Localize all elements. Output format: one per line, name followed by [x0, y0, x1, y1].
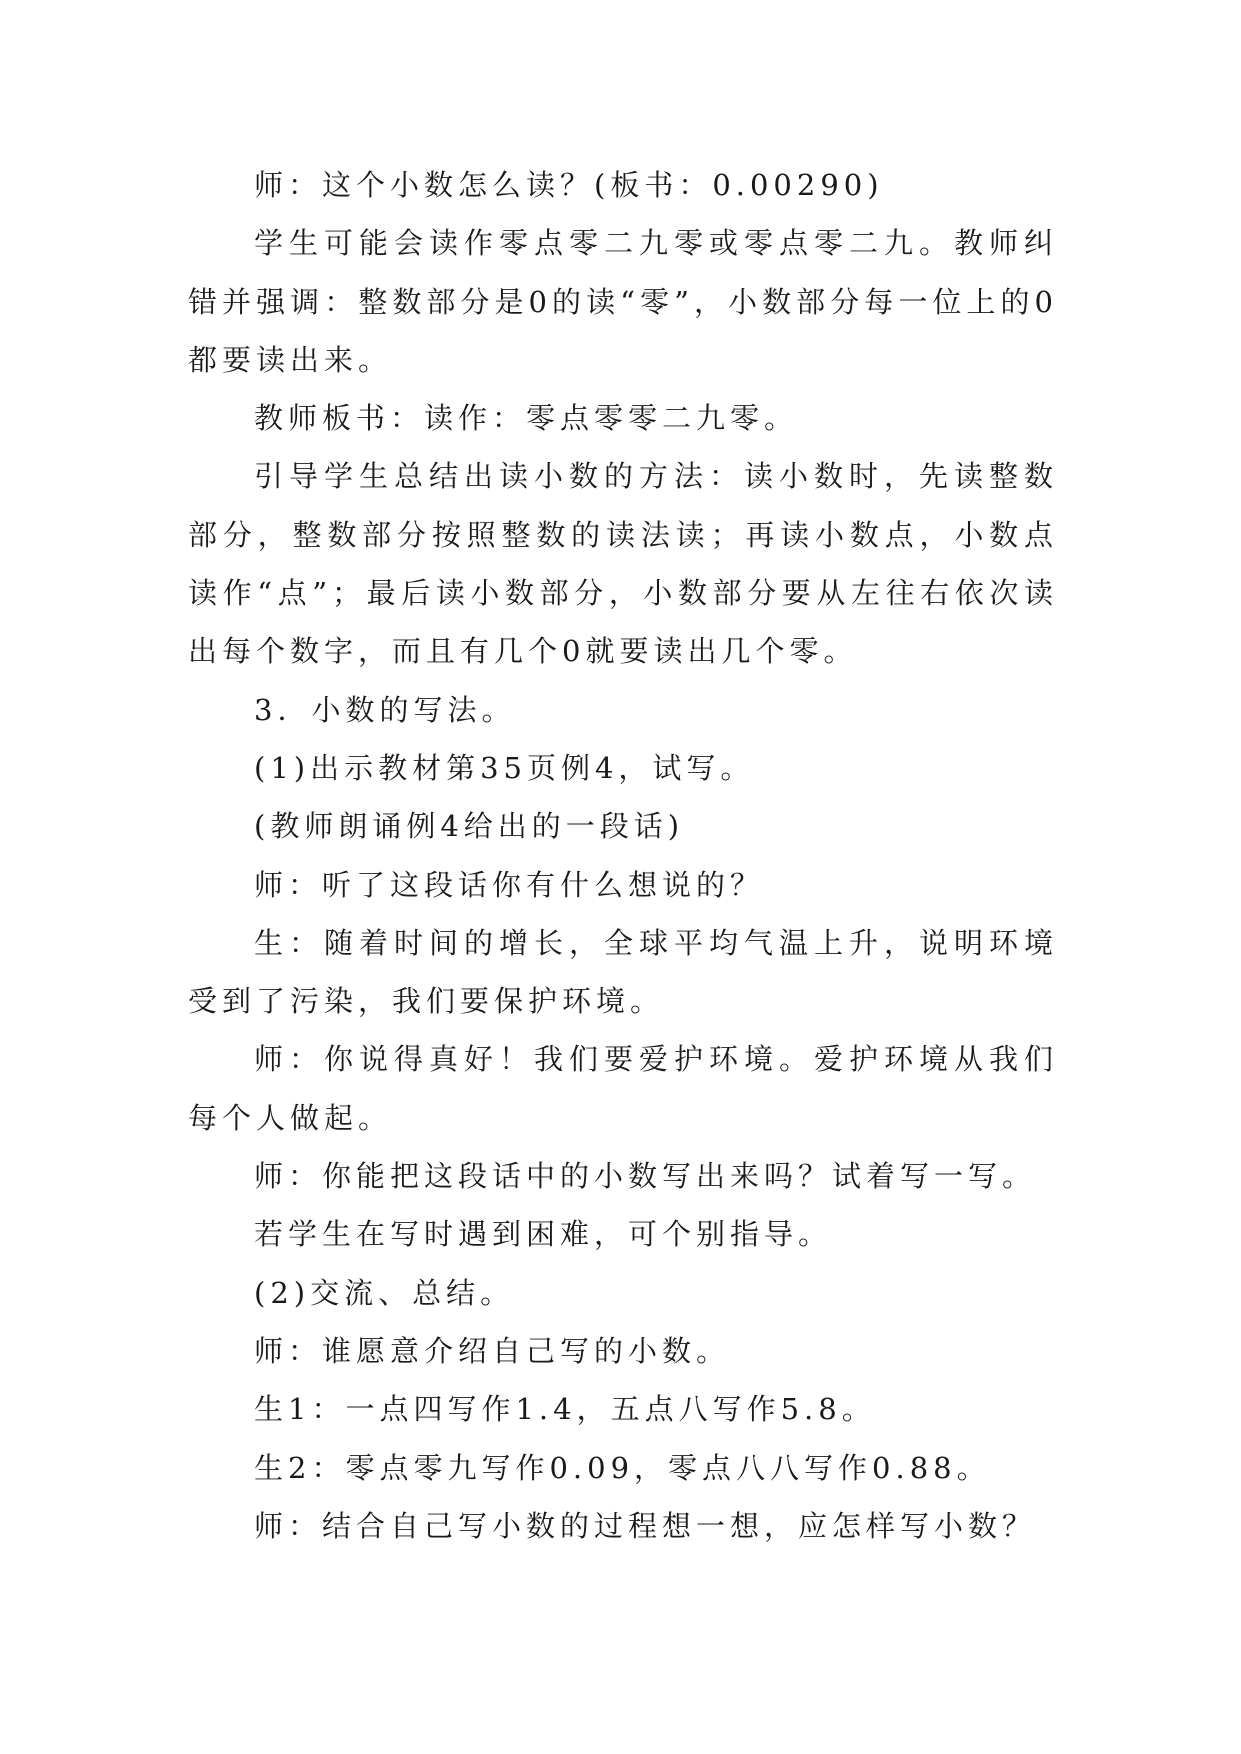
paragraph: 若学生在写时遇到困难，可个别指导。 — [254, 1217, 833, 1252]
paragraph: 引导学生总结出读小数的方法：读小数时，先读整数部分，整数部分按照整数的读法读；再读小数点，小数点读作“点”；最后读小数部分，小数部分要从左往右依次读出每个数字，而且有几个0就要读出几个零。 — [188, 459, 1058, 669]
paragraph: 师：谁愿意介绍自己写的小数。 — [254, 1333, 731, 1368]
paragraph: 学生可能会读作零点零二九零或零点零二九。教师纠错并强调：整数部分是0的读“零”，小数部分每一位上的0都要读出来。 — [188, 226, 1058, 377]
paragraph: 教师板书：读作：零点零零二九零。 — [254, 401, 799, 436]
paragraph: (教师朗诵例4给出的一段话) — [254, 809, 685, 844]
paragraph: 生：随着时间的增长，全球平均气温上升，说明环境受到了污染，我们要保护环境。 — [188, 925, 1058, 1019]
paragraph: (1)出示教材第35页例4，试写。 — [254, 750, 755, 785]
paragraph: 生1：一点四写作1.4，五点八写作5.8。 — [254, 1392, 876, 1427]
paragraph: 师：听了这段话你有什么想说的？ — [254, 867, 765, 902]
paragraph: 师：结合自己写小数的过程想一想，应怎样写小数？ — [254, 1508, 1037, 1543]
paragraph: 生2：零点零九写作0.09，零点八八写作0.88。 — [254, 1450, 991, 1485]
paragraph: 3．小数的写法。 — [254, 692, 516, 727]
paragraph: 师：你能把这段话中的小数写出来吗？试着写一写。 — [254, 1159, 1037, 1194]
paragraph: 师：你说得真好！我们要爱护环境。爱护环境从我们每个人做起。 — [188, 1042, 1058, 1135]
paragraph: (2)交流、总结。 — [254, 1275, 515, 1310]
document-body — [188, 156, 1058, 1555]
paragraph: 师：这个小数怎么读？(板书：0.00290) — [254, 168, 884, 202]
